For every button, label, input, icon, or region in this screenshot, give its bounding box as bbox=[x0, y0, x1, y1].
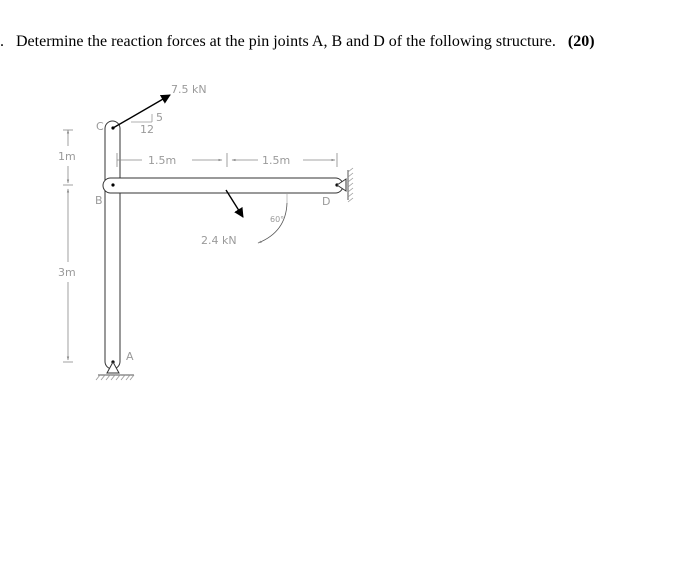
slope-run-label: 12 bbox=[140, 123, 154, 136]
dimension-label-upper: 1m bbox=[58, 150, 76, 163]
force-label-top: 7.5 kN bbox=[171, 83, 207, 96]
question-body: Determine the reaction forces at the pin joints A, B and D of the following structure. bbox=[16, 33, 556, 50]
point-label-b: B bbox=[95, 194, 103, 207]
point-label-c: C bbox=[96, 120, 104, 133]
force-arrow-bottom bbox=[226, 190, 243, 217]
slope-rise-label: 5 bbox=[156, 111, 163, 124]
dimension-label-lower: 3m bbox=[58, 266, 76, 279]
point-label-d: D bbox=[322, 195, 331, 208]
horizontal-member bbox=[103, 178, 343, 193]
vertical-member bbox=[105, 121, 120, 369]
support-d bbox=[337, 168, 353, 202]
dimension-label-left: 1.5m bbox=[148, 154, 177, 167]
dimension-label-right: 1.5m bbox=[262, 154, 291, 167]
vertical-dimension bbox=[63, 130, 73, 362]
pin-b bbox=[111, 183, 114, 186]
point-label-a: A bbox=[126, 350, 134, 363]
question-number: . bbox=[0, 33, 4, 50]
angle-label: 60° bbox=[270, 215, 285, 224]
question-marks: (20) bbox=[567, 33, 595, 50]
force-label-bottom: 2.4 kN bbox=[201, 234, 237, 247]
support-a bbox=[96, 362, 134, 380]
